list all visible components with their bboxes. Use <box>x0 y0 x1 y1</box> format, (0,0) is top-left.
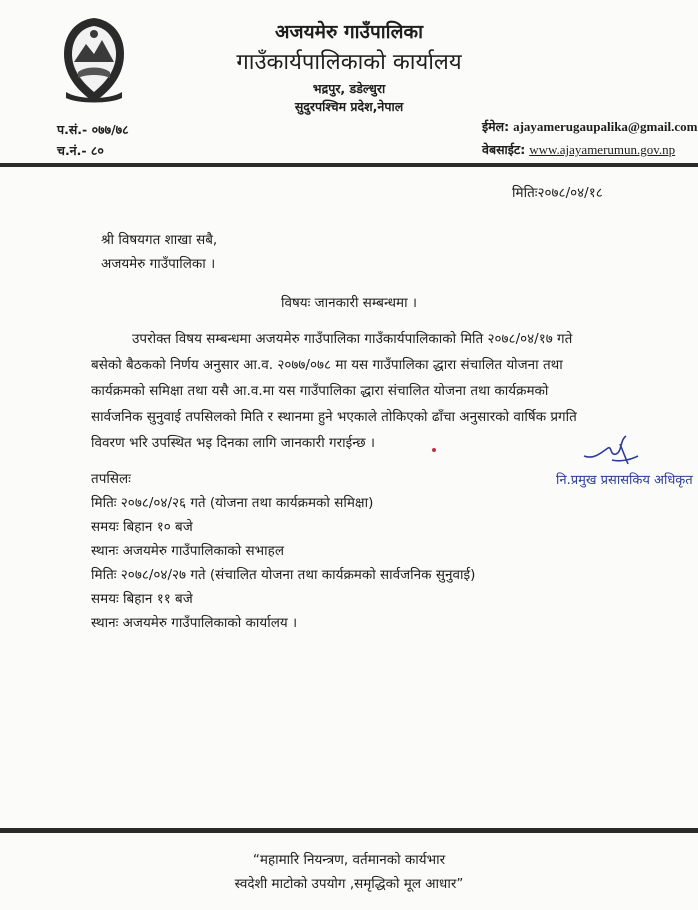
body-line: उपरोक्त विषय सम्बन्धमा अजयमेरु गाउँपालिका गाउँकार्यपालिकाको मिति २०७८/०४/१७ गते <box>132 331 573 347</box>
body-line: कार्यक्रमको समिक्षा तथा यसै आ.व.मा यस गाउँपालिका द्धारा संचालित योजना तथा कार्यक्रमको <box>91 383 549 399</box>
website-label: वेबसाईट: <box>482 142 526 157</box>
header-divider <box>0 163 698 167</box>
detail-line: स्थानः अजयमेरु गाउँपालिकाको सभाहल <box>91 543 284 559</box>
website-link[interactable]: www.ajayamerumun.gov.np <box>529 142 676 157</box>
municipality-name: अजयमेरु गाउँपालिका <box>274 21 424 43</box>
signatory-title: नि.प्रमुख प्रसासकिय अधिकृत <box>556 473 693 488</box>
details-heading: तपसिलः <box>91 471 131 487</box>
email-row <box>482 118 697 135</box>
letter-subject: विषयः जानकारी सम्बन्धमा । <box>280 295 418 311</box>
detail-line: समयः बिहान १० बजे <box>91 519 193 535</box>
body-line: विवरण भरि उपस्थित भइ दिनका लागि जानकारी गराईन्छ । <box>91 435 375 451</box>
website-row <box>482 141 675 158</box>
footer-divider <box>0 828 698 833</box>
recipient-line-1: श्री विषयगत शाखा सबै, <box>101 232 218 248</box>
detail-line: स्थानः अजयमेरु गाउँपालिकाको कार्यालय । <box>91 615 298 631</box>
ink-dot <box>432 448 436 452</box>
footer-slogan-line-2: स्वदेशी माटोको उपयोग ,समृद्धिको मूल आधार” <box>234 876 464 892</box>
detail-line: समयः बिहान ११ बजे <box>91 591 193 607</box>
dispatch-number: च.नं.- ८० <box>57 143 104 158</box>
body-line: सार्वजनिक सुनुवाई तपसिलको मिति र स्थानमा हुने भएकाले तोकिएको ढाँचा अनुसारको वार्षिक प्रगति <box>91 409 577 425</box>
email-label: ईमेल: <box>482 119 510 134</box>
detail-line: मितिः २०७८/०४/२६ गते (योजना तथा कार्यक्रमको समिक्षा) <box>91 495 374 511</box>
address-line-1: भद्रपुर, डडेल्धुरा <box>312 81 386 96</box>
signature-scribble <box>580 430 640 468</box>
body-line: बसेको बैठकको निर्णय अनुसार आ.व. २०७७/०७८ मा यस गाउँपालिका द्धारा संचालित योजना तथा <box>91 357 563 373</box>
letter-date: मितिः२०७८/०४/१८ <box>512 185 603 201</box>
email-value[interactable]: ajayamerugaupalika@gmail.com <box>513 119 698 134</box>
reference-number: प.सं.- ०७७/७८ <box>57 122 129 137</box>
recipient-line-2: अजयमेरु गाउँपालिका । <box>101 256 216 272</box>
address-line-2: सुदुरपश्चिम प्रदेश,नेपाल <box>294 99 404 114</box>
office-name: गाउँकार्यपालिकाको कार्यालय <box>236 50 462 75</box>
footer-slogan-line-1: “महामारि नियन्त्रण, वर्तमानको कार्यभार <box>252 852 446 868</box>
detail-line: मितिः २०७८/०४/२७ गते (संचालित योजना तथा कार्यक्रमको सार्वजनिक सुनुवाई) <box>91 567 476 583</box>
